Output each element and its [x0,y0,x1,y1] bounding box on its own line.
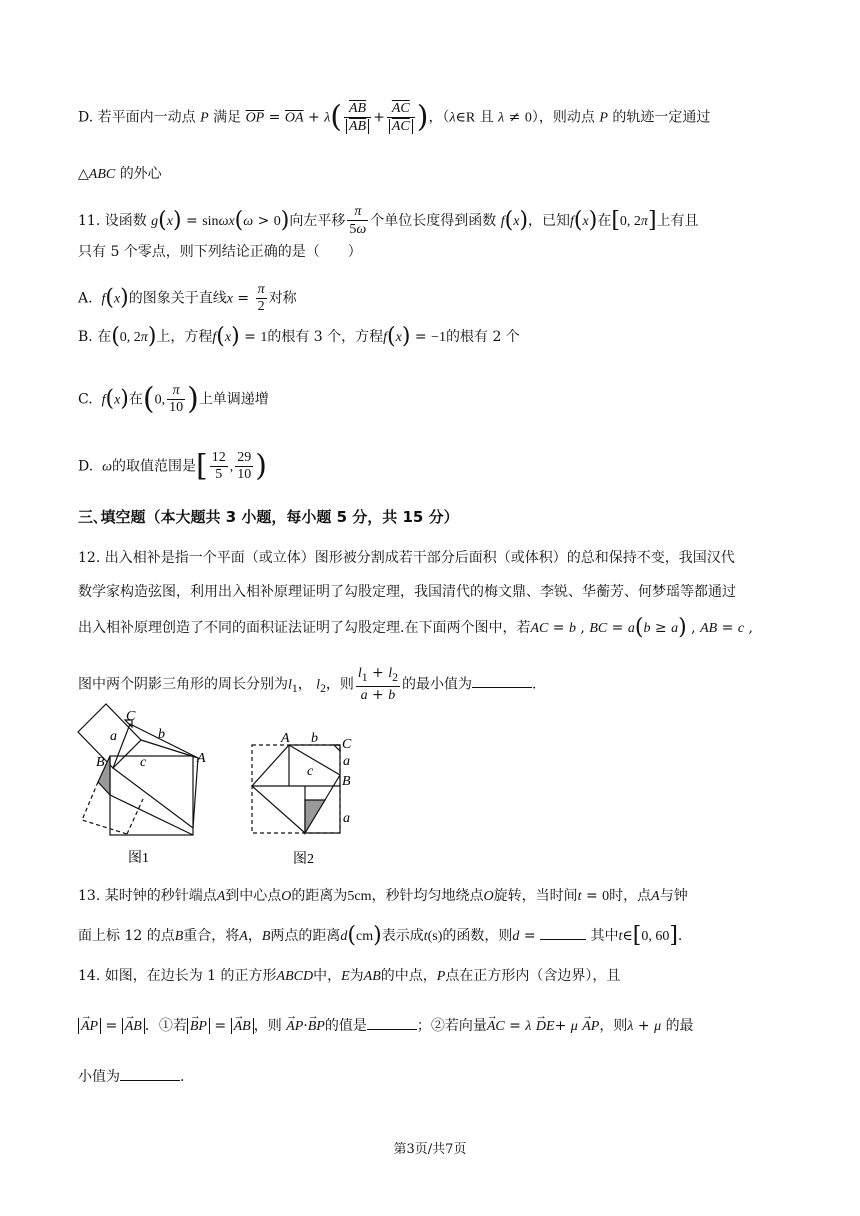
figure-1 [70,700,230,870]
question-14-line1: 14. 如图，在边长为 1 的正方形ABCD中，E为AB的中点，P点在正方形内（含边界），且 [78,968,621,984]
question-14-line2: → AP = → AB ．①若 → BP = → AB ，则 → AP·→ BP的值是 ；②若向量→ AC = λ → DE+ μ → AP，则λ + μ 的最 [78,1015,694,1037]
svg-text:b: b [158,727,165,742]
svg-text:A: A [281,731,290,746]
figure-2 [245,730,375,870]
option-10d-line2: △ABC 的外心 [78,166,162,182]
svg-text:图1: 图1 [128,851,149,866]
svg-text:a: a [343,811,350,826]
question-11-option-c: C. f(x)在(0, $\frac{\pi}{10}$ )上单调递增 [78,381,269,417]
question-13-line1: 13. 某时钟的秒针端点A到中心点O的距离为5cm，秒针均匀地绕点O旋转，当时间t = 0时，点A与钟 [78,888,688,904]
svg-text:c: c [140,755,147,770]
question-11-stem: 11. 设函数 g(x) = sinωx(ω > 0)向左平移 $\frac{\pi}{5\omega}$ 个单位长度得到函数 f(x)，已知f(x)在[0, 2π]上有且 [78,204,699,237]
question-11-option-d: D. ω的取值范围是[ $\frac{12}{5}$ , $\frac{29}{10}$ ) [78,448,267,484]
svg-text:C: C [126,709,136,724]
svg-text:C: C [342,737,352,752]
svg-text:B: B [96,755,105,770]
question-11-stem-line2: 只有 5 个零点，则下列结论正确的是（ ） [78,244,362,260]
question-14-line3: 小值为 . [78,1066,184,1087]
question-11-option-a: A. f(x)的图象关于直线x = $\frac{\pi}{2}$ 对称 [78,282,297,314]
svg-text:a: a [343,754,350,769]
question-12-line3: 出入相补原理创造了不同的面积证法证明了勾股定理.在下面两个图中，若AC = b , BC = a(b ≥ a) , AB = c , [78,615,753,640]
svg-text:b: b [311,731,318,746]
option-10d-line1: D. 若平面内一动点 P 满足 $\overline{OP} = \overline{OA} + \lambda$( $\frac{\overline{AB}}{AB}$ + $\frac{\overline{AC}}{AC}$ )，（λ∈R 且 λ ≠ 0），则动点 P 的轨迹一定通过 [78,99,711,135]
svg-text:c: c [307,764,314,779]
svg-text:A: A [197,751,206,766]
question-13-line2: 面上标 12 的点B重合，将A，B两点的距离d(cm)表示成t(s)的函数，则d = 其中t∈[0, 60]. [78,923,683,948]
question-12-line4: 图中两个阴影三角形的周长分别为$l_1$， $l_2$，则 $\frac{l_1 + l_2}{a + b}$ 的最小值为 . [78,665,537,703]
page-footer: 第3页/共7页 [393,1142,467,1157]
section-title: 三､填空题（本大题共 3 小题，每小题 5 分，共 15 分） [78,508,459,526]
question-11-option-b: B. 在(0, 2π)上，方程f(x) = 1的根有 3 个，方程f(x) = −1的根有 2 个 [78,324,520,349]
question-12-line1: 12. 出入相补是指一个平面（或立体）图形被分割成若干部分后面积（或体积）的总和保持不变，我国汉代 [78,550,735,566]
svg-text:a: a [110,729,117,744]
svg-text:图2: 图2 [293,852,314,867]
question-12-line2: 数学家构造弦图，利用出入相补原理证明了勾股定理，我国清代的梅文鼎、李锐、华蘅芳、何梦瑶等都通过 [78,584,736,600]
svg-text:B: B [342,774,351,789]
